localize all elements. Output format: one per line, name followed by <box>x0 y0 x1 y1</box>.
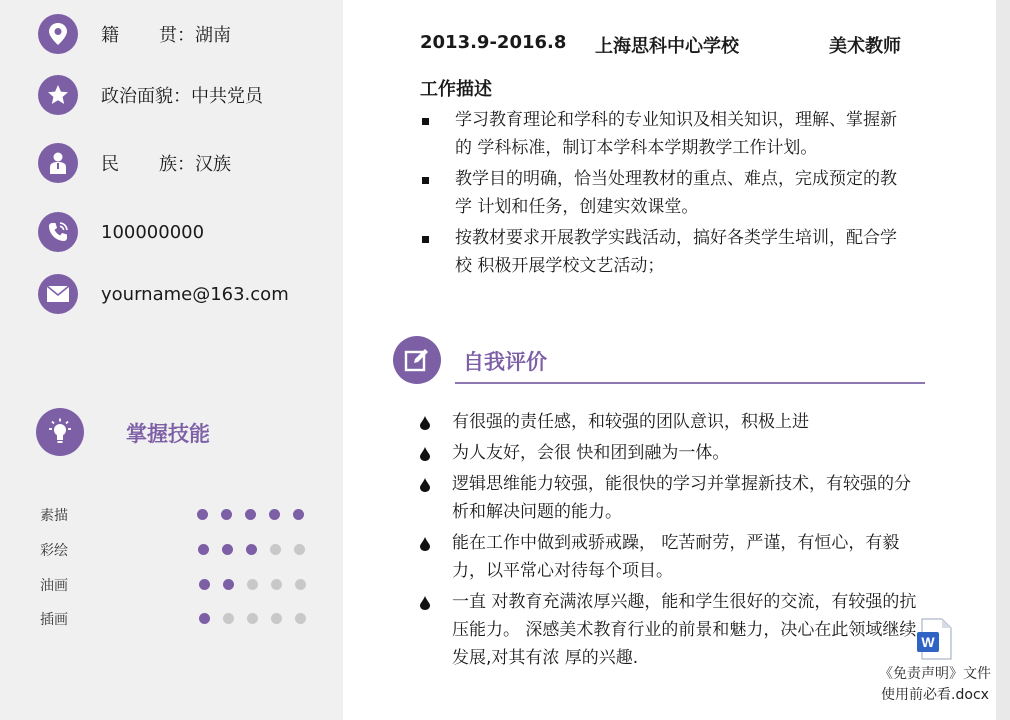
skill-row <box>38 575 308 595</box>
eval-text: 能在工作中做到戒骄戒躁， 吃苦耐劳，严谨，有恒心，有毅力，以平常心对待每个项目。 <box>452 533 900 581</box>
duty-text: 学习教育理论和学科的专业知识及相关知识，理解、掌握新的 学科标准，制订本学科本学期教学工作计划。 <box>455 110 897 158</box>
self-eval-header <box>393 336 925 386</box>
skill-rating <box>199 579 319 590</box>
rating-dot-empty <box>271 579 282 590</box>
skill-row <box>38 609 308 629</box>
skills-header <box>36 408 210 456</box>
lightbulb-icon <box>36 408 84 456</box>
drop-bullet-icon <box>420 537 430 551</box>
politics-row <box>38 74 263 116</box>
rating-dot-empty <box>270 544 281 555</box>
eval-text: 一直 对教育充满浓厚兴趣，能和学生很好的交流，有较强的抗压能力。 深感美术教育行业的前景和魅力，决心在此领域继续发展,对其有浓 厚的兴趣. <box>452 592 917 668</box>
politics-text: 政治面貌：中共党员 <box>101 86 263 107</box>
skills-title: 掌握技能 <box>126 422 210 446</box>
hometown-row <box>38 13 231 55</box>
self-eval-title: 自我评价 <box>463 350 547 374</box>
location-pin-icon <box>38 14 78 54</box>
list-item <box>418 588 918 672</box>
rating-dot-empty <box>294 544 305 555</box>
job-position: 美术教师 <box>829 36 901 57</box>
self-eval-list <box>418 408 918 675</box>
drop-bullet-icon <box>420 447 430 461</box>
drop-bullet-icon <box>420 596 430 610</box>
eval-text: 有很强的责任感，和较强的团队意识，积极上进 <box>452 412 809 432</box>
ethnicity-row <box>38 142 231 184</box>
rating-dot-filled <box>269 509 280 520</box>
skill-label: 素描 <box>40 508 68 524</box>
rating-dot-filled <box>222 544 233 555</box>
job-description-title: 工作描述 <box>420 79 492 100</box>
job-company: 上海思科中心学校 <box>595 36 739 57</box>
skill-rating <box>198 544 318 555</box>
email-row <box>38 273 289 315</box>
ethnicity-text: 民 族：汉族 <box>101 154 231 175</box>
list-item <box>418 529 918 585</box>
skill-label: 油画 <box>40 578 68 594</box>
skill-row <box>38 540 308 560</box>
square-bullet-icon <box>422 177 429 184</box>
rating-dot-filled <box>197 509 208 520</box>
list-item <box>418 106 908 162</box>
skill-label: 插画 <box>40 612 68 628</box>
divider <box>455 382 925 384</box>
rating-dot-empty <box>223 613 234 624</box>
rating-dot-empty <box>295 613 306 624</box>
sidebar <box>0 0 343 720</box>
file-name[interactable] <box>870 664 1000 706</box>
disclaimer-file-link[interactable] <box>870 618 1000 708</box>
rating-dot-empty <box>271 613 282 624</box>
job-period: 2013.9-2016.8 <box>420 32 567 53</box>
skill-rating <box>199 613 319 624</box>
file-name-line: 使用前必看.docx <box>881 687 989 703</box>
skill-row <box>38 505 308 525</box>
envelope-icon <box>38 274 78 314</box>
skill-rating <box>197 509 317 520</box>
job-duties-list <box>418 106 908 283</box>
phone-row <box>38 211 205 253</box>
rating-dot-filled <box>246 544 257 555</box>
list-item <box>418 439 918 467</box>
drop-bullet-icon <box>420 416 430 430</box>
hometown-text: 籍 贯：湖南 <box>101 25 231 46</box>
rating-dot-filled <box>199 579 210 590</box>
email-text: yourname@163.com <box>101 283 289 305</box>
rating-dot-filled <box>221 509 232 520</box>
word-document-icon[interactable] <box>916 618 952 660</box>
duty-text: 教学目的明确，恰当处理教材的重点、难点，完成预定的教学 计划和任务，创建实效课堂。 <box>455 169 897 217</box>
eval-text: 逻辑思维能力较强，能很快的学习并掌握新技术，有较强的分析和解决问题的能力。 <box>452 474 911 522</box>
person-icon <box>38 143 78 183</box>
duty-text: 按教材要求开展教学实践活动，搞好各类学生培训，配合学校 积极开展学校文艺活动； <box>455 228 897 276</box>
rating-dot-filled <box>199 613 210 624</box>
phone-icon <box>38 212 78 252</box>
word-icon-letter: W <box>921 634 935 650</box>
list-item <box>418 224 908 280</box>
rating-dot-empty <box>247 613 258 624</box>
rating-dot-filled <box>293 509 304 520</box>
rating-dot-filled <box>198 544 209 555</box>
rating-dot-empty <box>247 579 258 590</box>
list-item <box>418 408 918 436</box>
page-gutter <box>996 0 1010 720</box>
rating-dot-filled <box>223 579 234 590</box>
list-item <box>418 470 918 526</box>
square-bullet-icon <box>422 236 429 243</box>
eval-text: 为人友好，会很 快和团到融为一体。 <box>452 443 730 463</box>
square-bullet-icon <box>422 118 429 125</box>
rating-dot-filled <box>245 509 256 520</box>
list-item <box>418 165 908 221</box>
file-name-line: 《免责声明》文件 <box>879 666 991 682</box>
phone-text: 100000000 <box>101 221 205 243</box>
edit-icon <box>393 336 441 384</box>
skill-label: 彩绘 <box>40 543 68 559</box>
rating-dot-empty <box>295 579 306 590</box>
star-icon <box>38 75 78 115</box>
drop-bullet-icon <box>420 478 430 492</box>
